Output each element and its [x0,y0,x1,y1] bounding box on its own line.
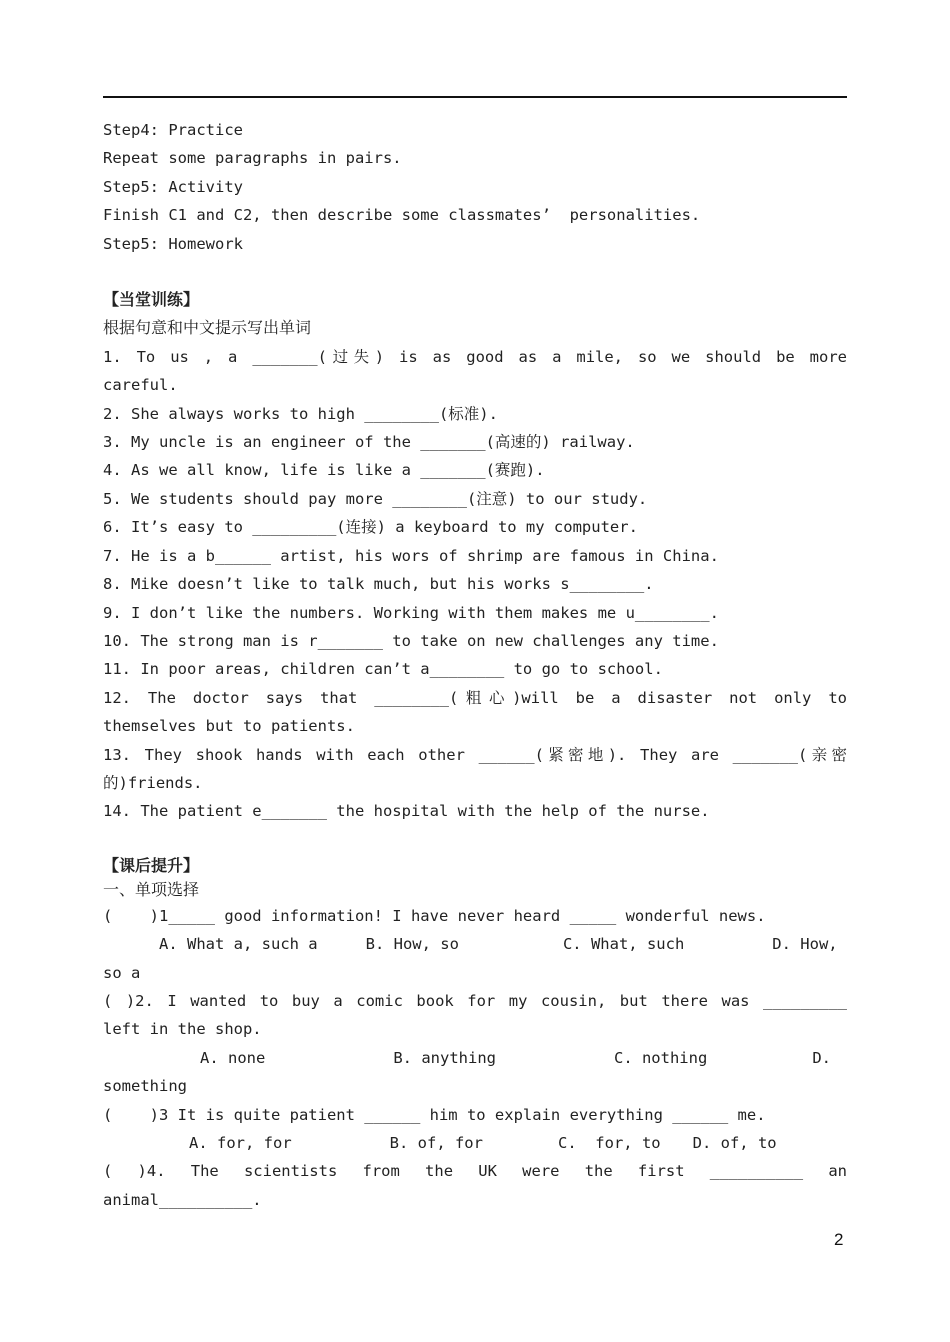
question-1: ( )1_____ good information! I have never heard _____ wonderful news. [103,906,766,925]
exercise-line: 2. She always works to high ________(标准). [103,404,498,423]
exercise-line: 12. The doctor says that ________(粗心)will be a disaster not only to [103,688,847,707]
question-2-wrap: left in the shop. [103,1020,262,1039]
exercise-line: 8. Mike doesn’t like to talk much, but his works s________. [103,575,654,594]
option-b: B. anything [393,1048,496,1067]
option-a: A. for, for [189,1134,292,1152]
step-line: Finish C1 and C2, then describe some classmates’ personalities. [103,206,701,225]
question-3: ( )3 It is quite patient ______ him to explain everything ______ me. [103,1105,766,1124]
improve-heading: 【课后提升】 [103,855,200,875]
option-c: C. for, to [557,1134,661,1152]
question-4-wrap: animal__________. [103,1190,262,1209]
exercise-line: 11. In poor areas, children can’t a________ to go to school. [103,660,663,679]
question-2-options [103,1044,847,1072]
exercise-line: 7. He is a b______ artist, his wors of shrimp are famous in China. [103,546,719,565]
exercise-line: 5. We students should pay more ________(注意) to our study. [103,489,648,508]
question-4: ( )4. The scientists from the UK were the first __________ an [103,1162,847,1181]
exercise-line: 6. It’s easy to _________(连接) a keyboard to my computer. [103,518,638,537]
question-1-wrap: so a [103,963,141,982]
training-heading: 【当堂训练】 [103,290,200,310]
option-a: A. What a, such a [159,935,318,954]
question-1-options [103,930,847,958]
option-b: B. of, for [389,1134,483,1152]
question-2: ( )2. I wanted to buy a comic book for my cousin, but there was _________ [103,991,847,1010]
page-number: 2 [834,1230,844,1249]
exercise-line: 14. The patient e_______ the hospital with the help of the nurse. [103,802,710,821]
exercise-line: 1. To us , a _______(过失) is as good as a mile, so we should be more [103,347,847,366]
option-c: C. nothing [613,1048,708,1067]
step-line: Step5: Homework [103,234,243,253]
header-rule [103,96,847,98]
document-body [103,116,847,1214]
exercise-line: 4. As we all know, life is like a _______(赛跑). [103,461,545,480]
step-line: Step4: Practice [103,121,243,139]
exercise-line: 3. My uncle is an engineer of the _______(高速的) railway. [103,433,635,452]
option-c: C. What, such [562,935,685,954]
option-d: D. How, [772,935,838,954]
exercise-line-wrap: 的)friends. [103,773,203,792]
step-line: Repeat some paragraphs in pairs. [103,149,402,168]
question-2-wrap: something [103,1077,187,1096]
step-line: Step5: Activity [103,177,243,196]
option-d: D. of, to [692,1134,777,1152]
section-title: 一、单项选择 [103,879,200,899]
exercise-line: 13. They shook hands with each other ______(紧密地). They are _______(亲密 [103,745,847,764]
option-b: B. How, so [365,935,459,954]
exercise-line: 9. I don’t like the numbers. Working with them makes me u________. [103,603,719,622]
training-instruction: 根据句意和中文提示写出单词 [103,318,312,338]
question-3-options [103,1129,847,1157]
option-a: A. none [200,1048,266,1067]
option-d: D. [812,1048,831,1067]
exercise-line: 10. The strong man is r_______ to take on new challenges any time. [103,631,719,650]
exercise-line-wrap: careful. [103,376,178,395]
exercise-line-wrap: themselves but to patients. [103,717,355,736]
